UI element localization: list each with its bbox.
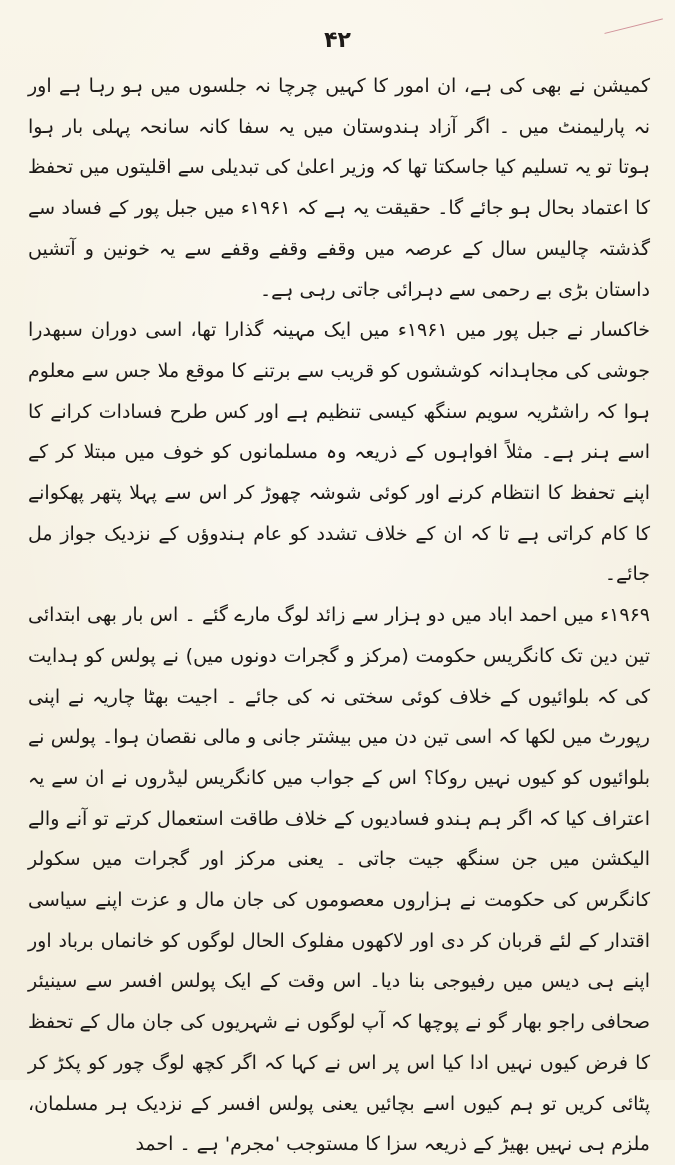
paragraph-2: خاکسار نے جبل پور میں ۱۹۶۱ء میں ایک مہینہ گذارا تھا، اسی دوران سبھدرا جوشی کی مجاہدانہ کوششوں کو قریب سے برتنے کا موقع ملا جس سے معلوم ہوا کہ راشٹریہ سویم سنگھ کیسی تنظیم ہے اور کس طرح فسادات کرانے کا اسے ہنر ہے۔ مثلاً افواہوں کے ذریعہ وہ مسلمانوں کو خوف میں مبتلا کر کے اپنے تحفظ کا انتظام کرنے اور کوئی شوشہ چھوڑ کر اس سے پہلا پتھر پھکوانے کا کام کراتی ہے تا کہ ان کے خلاف تشدد کو عام ہندوؤں کے نزدیک جواز مل جائے۔ xyxy=(28,319,650,586)
page-number: ۴۲ xyxy=(324,28,351,53)
body-text xyxy=(28,66,650,1165)
paragraph-1: کمیشن نے بھی کی ہے، ان امور کا کہیں چرچا نہ جلسوں میں ہو رہا ہے اور نہ پارلیمنٹ میں ۔ اگر آزاد ہندوستان میں یہ سفا کانہ سانحہ پہلی بار ہوا ہوتا تو یہ تسلیم کیا جاسکتا تھا کہ وزیر اعلیٰ کی تبدیلی سے اقلیتوں میں تحفظ کا اعتماد بحال ہو جائے گا۔ حقیقت یہ ہے کہ ۱۹۶۱ء میں جبل پور کے فساد سے گذشتہ چالیس سال کے عرصہ میں وقفے وقفے وقفے سے یہ خونین و آتشیں داستان بڑی بے رحمی سے دہرائی جاتی رہی ہے۔ xyxy=(28,75,650,301)
paragraph-3: ۱۹۶۹ء میں احمد اباد میں دو ہزار سے زائد لوگ مارے گئے ۔ اس بار بھی ابتدائی تین دین تک کانگریس حکومت (مرکز و گجرات دونوں میں) نے پولس کو ہدایت کی کہ بلوائیوں کے خلاف کوئی سختی نہ کی جائے ۔ اجیت بھٹا چاریہ نے اپنی رپورٹ میں لکھا کہ اسی تین دن میں بیشتر جانی و مالی نقصان ہوا۔ پولس نے بلوائیوں کو کیوں نہیں روکا؟ اس کے جواب میں کانگریس لیڈروں نے ان سے یہ اعتراف کیا کہ اگر ہم ہندو فسادیوں کے خلاف طاقت استعمال کرتے تو آنے والے الیکشن میں جن سنگھ جیت جاتی ۔ یعنی مرکز اور گجرات میں سکولر کانگرس کی حکومت نے ہزاروں معصوموں کی جان مال و عزت اپنے سیاسی اقتدار کے لئے قربان کر دی اور لاکھوں مفلوک الحال لوگوں کو خانماں برباد اور اپنے ہی دیس میں رفیوجی بنا دیا۔ اس وقت کے ایک پولس افسر سے سینیئر صحافی راجو بھار گو نے پوچھا کہ آپ لوگوں نے شہریوں کی جان مال کے تحفظ کا فرض کیوں نہیں ادا کیا اس پر اس نے کہا کہ اگر کچھ لوگ چور کو پکڑ کر پٹائی کریں تو ہم کیوں اسے بچائیں یعنی پولس افسر کے نزدیک ہر مسلمان، ملزم ہی نہیں بھیڑ کے ذریعہ سزا کا مستوجب 'مجرم' ہے ۔ احمد xyxy=(28,604,650,1156)
